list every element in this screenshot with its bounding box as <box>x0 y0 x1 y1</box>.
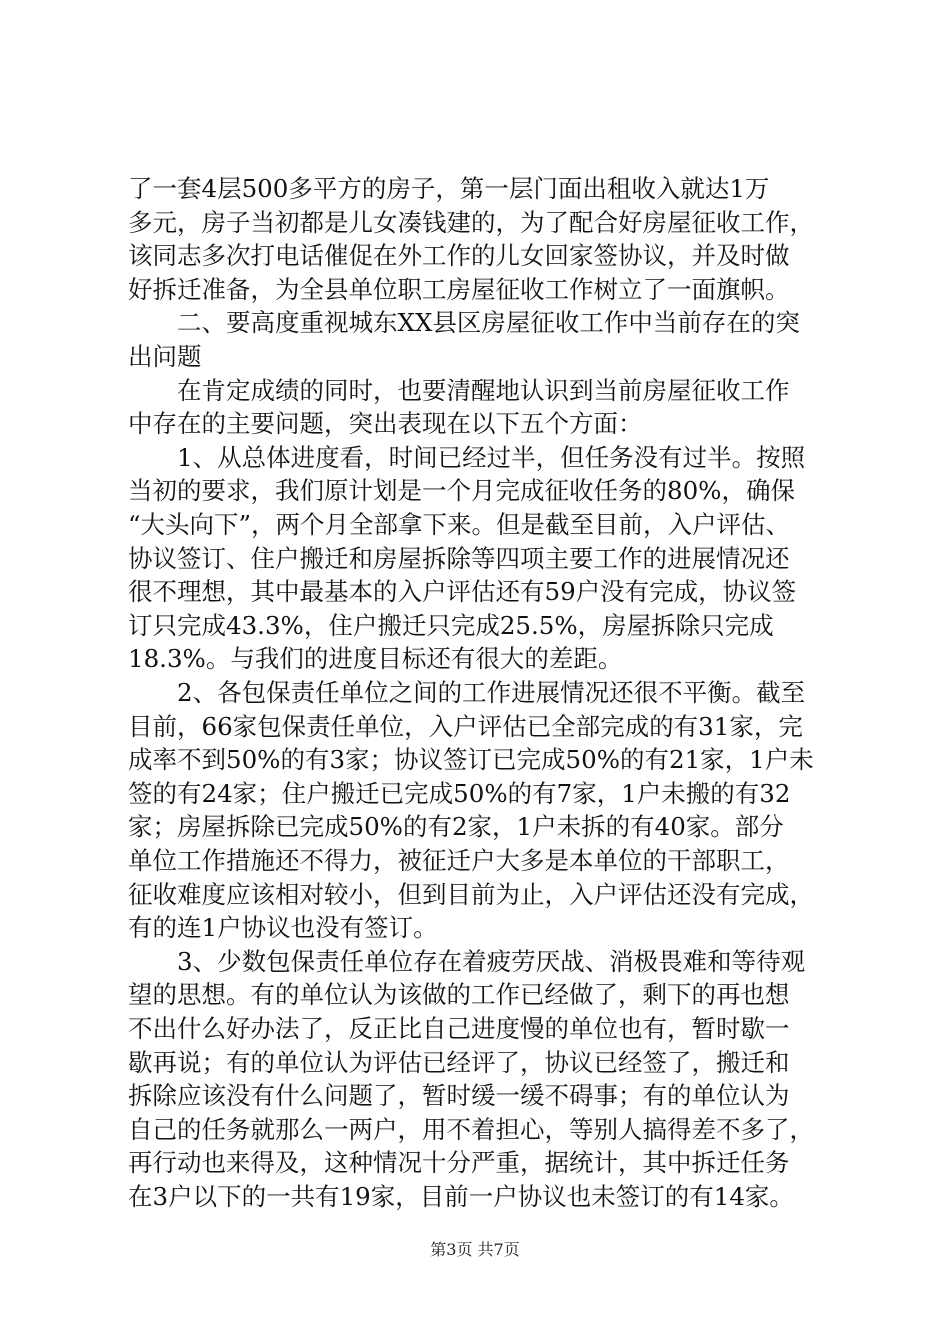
text-line: 当初的要求，我们原计划是一个月完成征收任务的80%，确保 <box>128 476 795 505</box>
text-line: 1、从总体进度看，时间已经过半，但任务没有过半。按照 <box>128 443 806 472</box>
text-line: 自己的任务就那么一两户，用不着担心，等别人搞得差不多了， <box>128 1115 814 1144</box>
text-line: “大头向下”，两个月全部拿下来。但是截至目前，入户评估、 <box>128 510 791 539</box>
page-footer: 第3页 共7页 <box>430 1240 520 1259</box>
text-line: 好拆迁准备，为全县单位职工房屋征收工作树立了一面旗帜。 <box>128 275 790 304</box>
text-line: 有的连1户协议也没有签订。 <box>128 913 438 942</box>
text-line: 在肯定成绩的同时，也要清醒地认识到当前房屋征收工作 <box>128 376 790 405</box>
text-line: 多元，房子当初都是儿女凑钱建的，为了配合好房屋征收工作， <box>128 208 814 237</box>
text-line: 不出什么好办法了，反正比自己进度慢的单位也有，暂时歇一 <box>128 1014 790 1043</box>
text-line: 18.3%。与我们的进度目标还有很大的差距。 <box>128 644 623 673</box>
text-line: 3、少数包保责任单位存在着疲劳厌战、消极畏难和等待观 <box>128 947 806 976</box>
text-line: 订只完成43.3%，住户搬迁只完成25.5%，房屋拆除只完成 <box>128 611 774 640</box>
text-line: 征收难度应该相对较小，但到目前为止，入户评估还没有完成， <box>128 880 814 909</box>
text-line: 拆除应该没有什么问题了，暂时缓一缓不碍事；有的单位认为 <box>128 1081 790 1110</box>
text-line: 签的有24家；住户搬迁已完成50%的有7家，1户未搬的有32 <box>128 779 791 808</box>
text-line: 2、各包保责任单位之间的工作进展情况还很不平衡。截至 <box>128 678 806 707</box>
text-line: 目前，66家包保责任单位，入户评估已全部完成的有31家，完 <box>128 712 803 741</box>
text-line: 了一套4层500多平方的房子，第一层门面出租收入就达1万 <box>128 174 770 203</box>
text-line: 家；房屋拆除已完成50%的有2家，1户未拆的有40家。部分 <box>128 812 784 841</box>
text-line: 望的思想。有的单位认为该做的工作已经做了，剩下的再也想 <box>128 980 790 1009</box>
text-line: 中存在的主要问题，突出表现在以下五个方面： <box>128 409 643 438</box>
text-line: 在3户以下的一共有19家，目前一户协议也未签订的有14家。 <box>128 1182 794 1211</box>
text-line: 再行动也来得及，这种情况十分严重，据统计，其中拆迁任务 <box>128 1148 790 1177</box>
section-heading: 二、要高度重视城东XX县区房屋征收工作中当前存在的突 <box>128 308 800 337</box>
text-line: 单位工作措施还不得力，被征迁户大多是本单位的干部职工， <box>128 846 790 875</box>
text-line: 很不理想，其中最基本的入户评估还有59户没有完成，协议签 <box>128 577 797 606</box>
text-line: 成率不到50%的有3家；协议签订已完成50%的有21家，1户未 <box>128 745 814 774</box>
text-line: 该同志多次打电话催促在外工作的儿女回家签协议，并及时做 <box>128 241 790 270</box>
section-heading: 出问题 <box>128 342 202 371</box>
text-line: 协议签订、住户搬迁和房屋拆除等四项主要工作的进展情况还 <box>128 544 790 573</box>
text-line: 歇再说；有的单位认为评估已经评了，协议已经签了，搬迁和 <box>128 1048 790 1077</box>
